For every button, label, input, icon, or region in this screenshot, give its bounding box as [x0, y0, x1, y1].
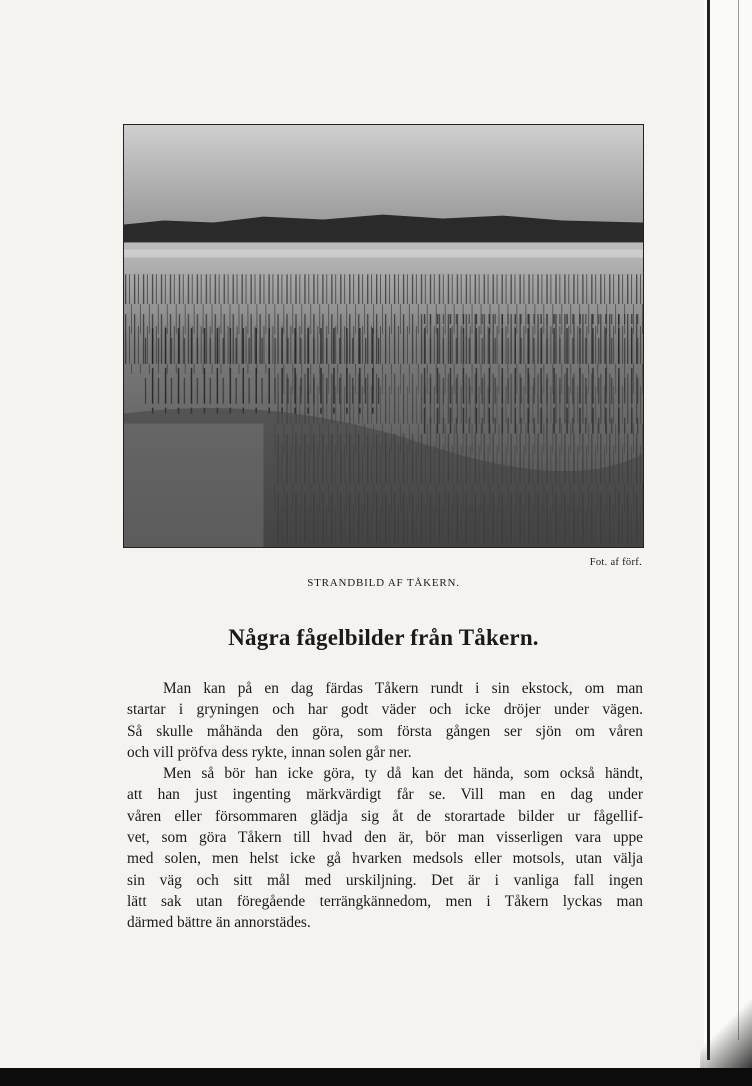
lake-shore-photograph: [123, 124, 644, 548]
text-line: startar i gryningen och har godt väder och icke dröjer under vägen.: [127, 701, 643, 719]
text-line: och vill pröfva dess rykte, innan solen går ner.: [127, 743, 412, 761]
scan-bottom-edge: [0, 1068, 752, 1086]
book-spine-edge: [707, 0, 710, 1060]
text-line: därmed bättre än annorstädes.: [127, 914, 311, 932]
page-margin-right: [704, 0, 752, 1086]
text-line: sin väg och sitt mål med urskiljning. Det är i vanliga fall ingen: [127, 871, 643, 889]
text-line: med solen, men helst icke gå hvarken medsols eller motsols, utan välja: [127, 850, 643, 868]
text-line: vet, som göra Tåkern till hvad den är, bör man visserligen vara uppe: [127, 829, 643, 847]
lake-shore-photo-image: [124, 125, 643, 547]
page-corner-shadow: [700, 1000, 752, 1070]
text-line: Men så bör han icke göra, ty då kan det hända, som också händt,: [163, 765, 643, 783]
text-line: våren eller försommaren glädja sig åt de storartade bilder ur fågellif-: [127, 807, 643, 825]
photo-credit: Fot. af förf.: [589, 557, 642, 568]
photo-caption: STRANDBILD AF TÅKERN.: [307, 577, 460, 589]
text-line: lätt sak utan föregående terrängkännedom, men i Tåkern lyckas man: [127, 892, 643, 910]
text-line: Så skulle måhända den göra, som första gången ser sjön om våren: [127, 722, 643, 740]
page-fold-line: [738, 0, 739, 1040]
text-line: Man kan på en dag färdas Tåkern rundt i sin ekstock, om man: [163, 680, 643, 697]
article-title: Några fågelbilder från Tåkern.: [228, 625, 539, 650]
article-body: [127, 678, 643, 934]
text-line: att han just ingenting märkvärdigt får se. Vill man en dag under: [127, 786, 643, 804]
